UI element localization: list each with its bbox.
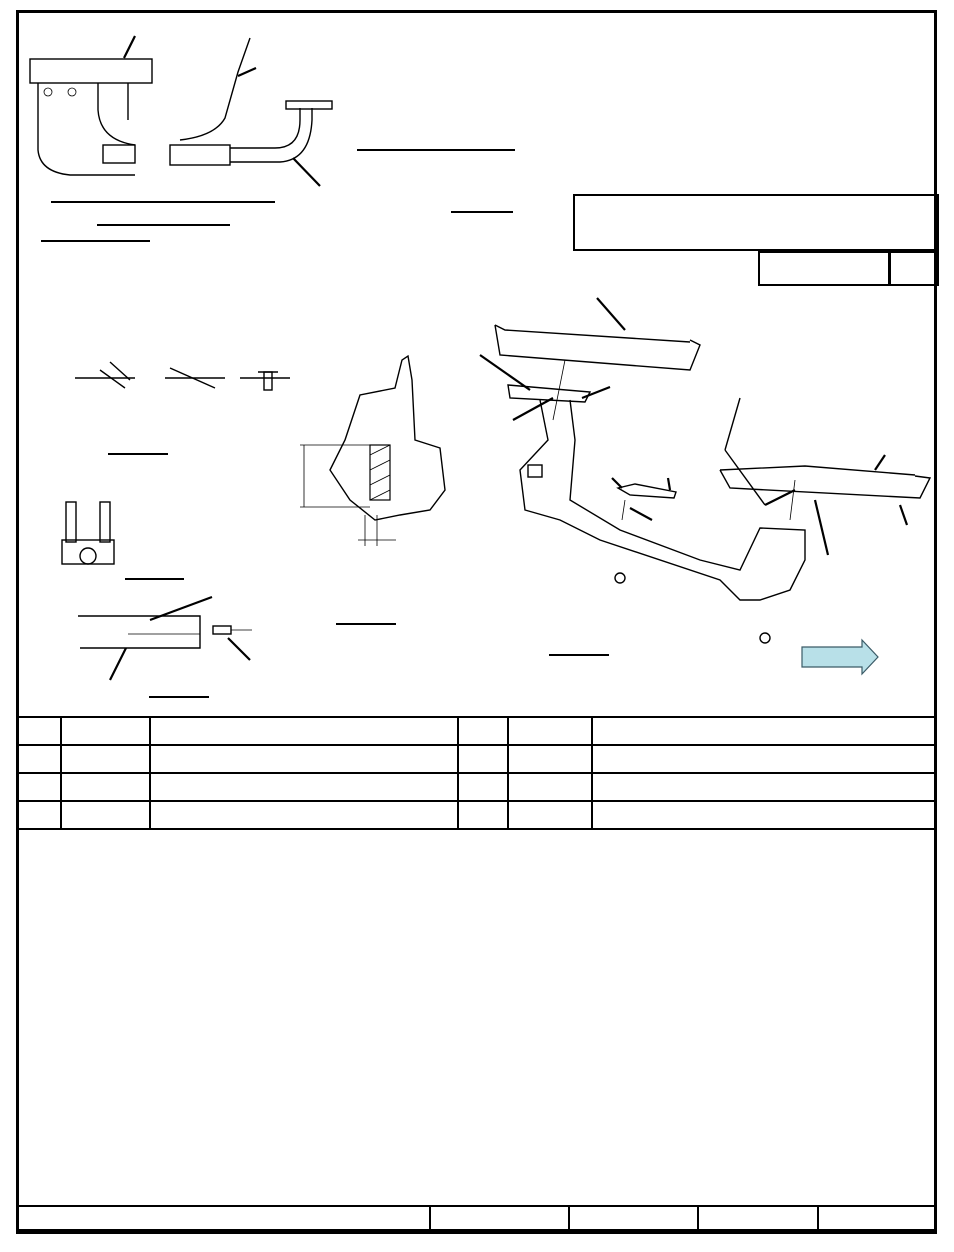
table-row: [17, 745, 936, 773]
table-cell: [150, 801, 458, 829]
table-cell: [61, 801, 150, 829]
title-box: [573, 194, 939, 251]
table-cell: [592, 801, 936, 829]
table-cell: [17, 773, 61, 801]
footer-cell: [818, 1206, 936, 1233]
table-row: [17, 717, 936, 745]
table-cell: [61, 773, 150, 801]
table-cell: [592, 745, 936, 773]
table-cell: [458, 801, 508, 829]
parts-table: [16, 716, 937, 830]
table-cell: [508, 801, 592, 829]
footer-cell: [17, 1206, 430, 1233]
table-row: [17, 801, 936, 829]
table-cell: [592, 717, 936, 745]
sheet-box: [889, 251, 939, 286]
footer-cell: [698, 1206, 818, 1233]
table-cell: [61, 717, 150, 745]
table-cell: [17, 717, 61, 745]
table-cell: [592, 773, 936, 801]
table-cell: [61, 745, 150, 773]
table-cell: [17, 801, 61, 829]
table-cell: [150, 773, 458, 801]
table-cell: [508, 773, 592, 801]
footer-table: [16, 1205, 937, 1234]
table-cell: [458, 773, 508, 801]
table-cell: [508, 717, 592, 745]
table-cell: [458, 745, 508, 773]
footer-cell: [569, 1206, 698, 1233]
table-row: [17, 773, 936, 801]
table-cell: [150, 745, 458, 773]
table-cell: [458, 717, 508, 745]
table-cell: [508, 745, 592, 773]
table-cell: [17, 745, 61, 773]
revision-box: [758, 251, 890, 286]
table-cell: [150, 717, 458, 745]
footer-cell: [430, 1206, 569, 1233]
